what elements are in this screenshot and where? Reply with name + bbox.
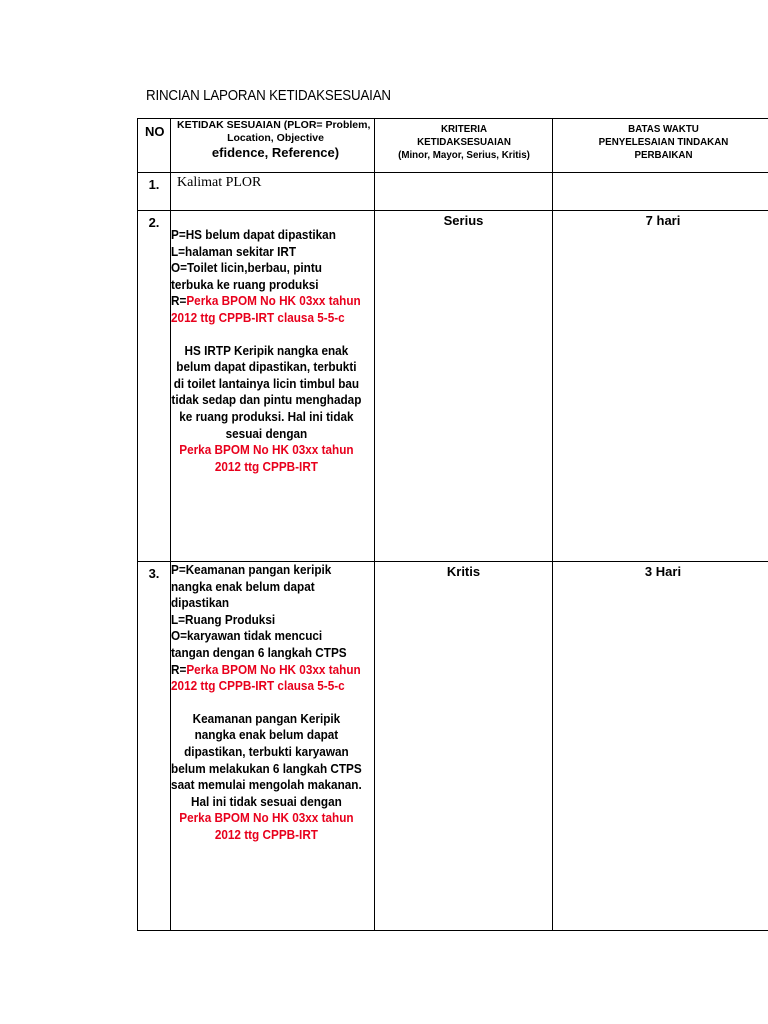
table-row — [138, 562, 768, 931]
row-batas-waktu: 3 Hari — [553, 562, 768, 931]
plor-reference-prefix: R= — [171, 294, 187, 309]
row-ketidaksesuaian — [171, 562, 375, 931]
header-kri-line1: KRITERIA — [440, 123, 487, 135]
table-header-row — [138, 119, 768, 173]
row-kriteria — [375, 173, 553, 211]
plor-reference-prefix: R= — [171, 662, 187, 677]
statement-reference: Perka BPOM No HK 03xx tahun 2012 ttg CPPB-IRT — [179, 811, 354, 842]
header-no: NO — [138, 119, 171, 173]
nonconformity-statement: HS IRTP Keripik nangka enak belum dapat dipastikan, terbukti di toilet lantainya licin timbul bau tidak sedap dan pintu menghadap ke ruang produksi. Hal ini tidak sesuai dengan — [171, 343, 362, 441]
statement-reference: Perka BPOM No HK 03xx tahun 2012 ttg CPPB-IRT — [179, 443, 354, 474]
row-batas-waktu — [553, 173, 768, 211]
header-kriteria — [381, 119, 547, 173]
plor-objective: O=Toilet licin,berbau, pintu terbuka ke ruang produksi — [171, 261, 322, 292]
header-ket-line2: Location, Objective — [227, 132, 324, 144]
plor-problem: P=Keamanan pangan keripik nangka enak belum dapat dipastikan — [171, 563, 332, 611]
plor-reference: Perka BPOM No HK 03xx tahun 2012 ttg CPPB-IRT clausa 5-5-c — [171, 294, 361, 325]
nonconformity-table — [137, 118, 768, 931]
row-number: 2. — [138, 211, 171, 562]
nonconformity-statement: Keamanan pangan Keripik nangka enak belum dapat dipastikan, terbukti karyawan belum melakukan 6 langkah CTPS saat memulai mengolah makanan. Hal ini tidak sesuai dengan — [171, 711, 362, 809]
plor-objective: O=karyawan tidak mencuci tangan dengan 6 langkah CTPS — [171, 629, 347, 660]
row-number: 1. — [138, 173, 171, 211]
plor-location: L=Ruang Produksi — [171, 612, 276, 627]
header-ket-line1: KETIDAK SESUAIAN (PLOR= Problem, — [177, 119, 371, 131]
plor-reference: Perka BPOM No HK 03xx tahun 2012 ttg CPPB-IRT clausa 5-5-c — [171, 662, 361, 694]
row-ketidaksesuaian: Kalimat PLOR — [171, 173, 375, 211]
header-bat-line1: BATAS WAKTU — [627, 123, 699, 135]
plor-problem: P=HS belum dapat dipastikan — [171, 228, 336, 242]
row-batas-waktu: 7 hari — [553, 211, 768, 562]
row-ketidaksesuaian — [171, 211, 375, 562]
document-title: RINCIAN LAPORAN KETIDAKSESUAIAN — [146, 88, 391, 104]
table-row — [138, 173, 768, 211]
row-number: 3. — [138, 562, 171, 931]
header-ket-line3: efidence, Reference) — [211, 145, 340, 160]
plor-location: L=halaman sekitar IRT — [171, 244, 297, 259]
header-batas-waktu — [560, 119, 766, 173]
header-bat-line2: PENYELESAIAN TINDAKAN — [598, 136, 728, 148]
header-ketidaksesuaian — [171, 119, 375, 173]
header-kri-line3: (Minor, Mayor, Serius, Kritis) — [397, 149, 530, 161]
table-row — [138, 211, 768, 562]
row-kriteria: Kritis — [375, 562, 553, 931]
header-bat-line3: PERBAIKAN — [633, 149, 693, 161]
row-kriteria: Serius — [375, 211, 553, 562]
header-kri-line2: KETIDAKSESUAIAN — [416, 136, 511, 148]
